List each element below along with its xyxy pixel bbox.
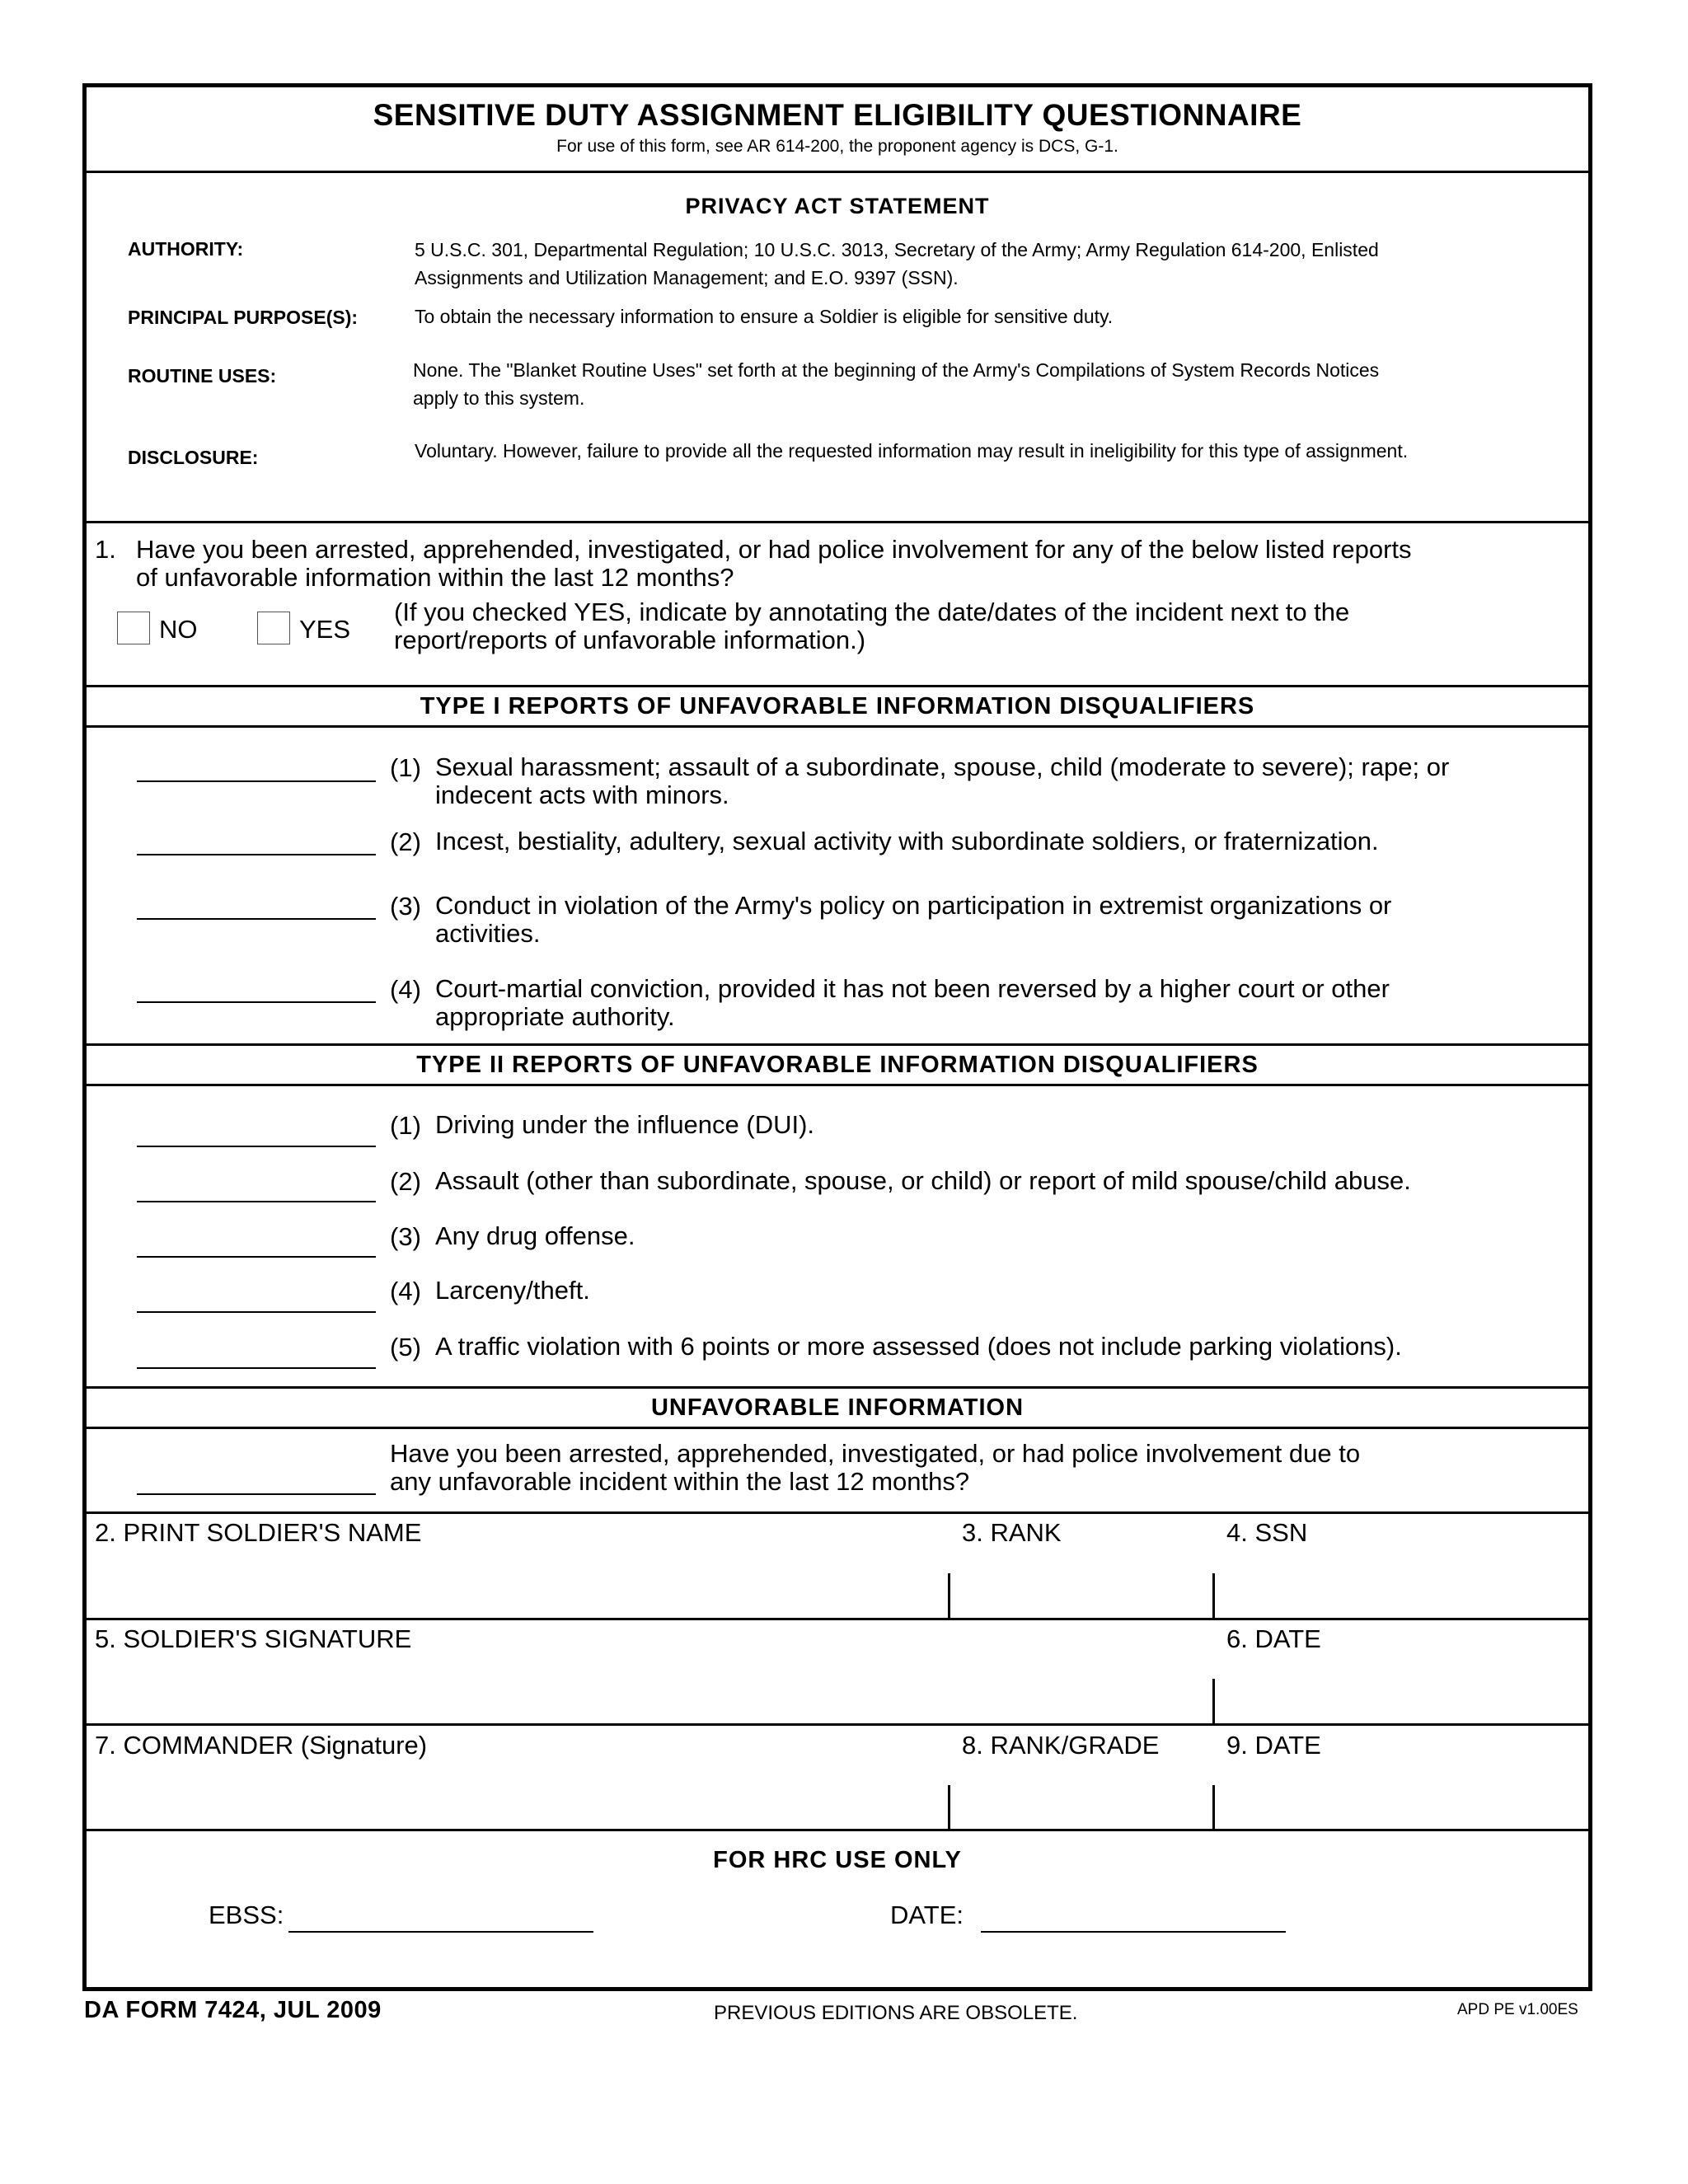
question-1-line2: of unfavorable information within the last 12 months? — [136, 563, 734, 592]
divider — [87, 1084, 1588, 1086]
question-1-line1: Have you been arrested, apprehended, investigated, or had police involvement for any of the below listed reports — [136, 535, 1412, 564]
type-1-item-4-line1: Court-martial conviction, provided it has not been reversed by a higher court or other — [435, 974, 1390, 1003]
unfavorable-line1: Have you been arrested, apprehended, investigated, or had police involvement due to — [390, 1439, 1361, 1468]
disclosure-text: Voluntary. However, failure to provide all the requested information may result in ineligibility for this type of assignment. — [415, 440, 1409, 462]
type-2-item-3-text: Any drug offense. — [435, 1221, 635, 1250]
type-1-item-1-line1: Sexual harassment; assault of a subordinate, spouse, child (moderate to severe); rape; or — [435, 752, 1450, 781]
type-1-item-1-date-field[interactable] — [137, 780, 376, 782]
type-2-item-3-number: (3) — [390, 1222, 421, 1251]
type-2-item-4-text: Larceny/theft. — [435, 1276, 590, 1305]
divider — [87, 1043, 1588, 1046]
unfavorable-heading: UNFAVORABLE INFORMATION — [650, 1394, 1025, 1421]
no-checkbox[interactable] — [117, 612, 150, 644]
privacy-act-heading: PRIVACY ACT STATEMENT — [685, 194, 990, 218]
date-6-field[interactable] — [1220, 1657, 1582, 1718]
yes-checkbox[interactable] — [257, 612, 290, 644]
date-6-label: 6. DATE — [1226, 1624, 1321, 1653]
soldier-name-field[interactable] — [91, 1550, 948, 1612]
type-2-item-5-number: (5) — [390, 1333, 421, 1361]
type-1-item-3-date-field[interactable] — [137, 918, 376, 920]
type-2-item-5-text: A traffic violation with 6 points or more assessed (does not include parking violations). — [435, 1332, 1402, 1361]
ssn-field[interactable] — [1220, 1550, 1582, 1612]
divider — [1212, 1679, 1215, 1724]
routine-uses-text-line1: None. The "Blanket Routine Uses" set forth at the beginning of the Army's Compilations of System Records Notices — [413, 359, 1380, 381]
soldier-signature-label: 5. SOLDIER'S SIGNATURE — [95, 1624, 412, 1653]
authority-label: AUTHORITY: — [128, 238, 244, 260]
type-2-item-5-date-field[interactable] — [137, 1367, 376, 1369]
disclosure-label: DISCLOSURE: — [128, 447, 259, 468]
ebss-field[interactable] — [288, 1931, 593, 1933]
divider — [87, 725, 1588, 728]
rank-grade-field[interactable] — [956, 1763, 1212, 1825]
form-subtitle: For use of this form, see AR 614-200, the proponent agency is DCS, G-1. — [556, 137, 1118, 156]
unfavorable-line2: any unfavorable incident within the last 12 months? — [390, 1467, 970, 1496]
rank-grade-label: 8. RANK/GRADE — [962, 1731, 1160, 1760]
type-1-item-4-date-field[interactable] — [137, 1001, 376, 1003]
type-1-item-1-number: (1) — [390, 753, 421, 782]
type-1-item-2-number: (2) — [390, 827, 421, 856]
divider — [1212, 1573, 1215, 1619]
type-1-item-2-date-field[interactable] — [137, 854, 376, 855]
unfavorable-date-field[interactable] — [137, 1493, 376, 1495]
routine-uses-label: ROUTINE USES: — [128, 365, 277, 387]
divider — [87, 1386, 1588, 1389]
type-2-item-2-number: (2) — [390, 1167, 421, 1196]
soldier-signature-field[interactable] — [91, 1657, 1203, 1718]
type-2-item-3-date-field[interactable] — [137, 1256, 376, 1258]
divider — [87, 1511, 1588, 1514]
type-2-item-4-number: (4) — [390, 1277, 421, 1305]
type-1-item-3-number: (3) — [390, 892, 421, 921]
type-2-item-2-date-field[interactable] — [137, 1201, 376, 1202]
divider — [948, 1573, 950, 1619]
type-2-item-1-text: Driving under the influence (DUI). — [435, 1110, 815, 1139]
form-title: SENSITIVE DUTY ASSIGNMENT ELIGIBILITY QUESTIONNAIRE — [373, 98, 1302, 132]
routine-uses-text-line2: apply to this system. — [413, 387, 585, 409]
type-2-item-1-date-field[interactable] — [137, 1146, 376, 1147]
date-9-field[interactable] — [1220, 1763, 1582, 1825]
rank-label: 3. RANK — [962, 1518, 1062, 1547]
version-label: APD PE v1.00ES — [1457, 2001, 1578, 2018]
divider — [87, 171, 1588, 173]
divider — [87, 1829, 1588, 1831]
type-2-heading: TYPE II REPORTS OF UNFAVORABLE INFORMATION DISQUALIFIERS — [416, 1052, 1259, 1078]
principal-purpose-text: To obtain the necessary information to ensure a Soldier is eligible for sensitive duty. — [415, 306, 1114, 327]
divider — [948, 1785, 950, 1830]
type-1-item-3-line2: activities. — [435, 919, 541, 948]
ebss-label: EBSS: — [209, 1900, 284, 1929]
type-1-item-2-line1: Incest, bestiality, adultery, sexual activity with subordinate soldiers, or fraternization. — [435, 827, 1379, 855]
commander-signature-label: 7. COMMANDER (Signature) — [95, 1731, 428, 1760]
principal-purpose-label: PRINCIPAL PURPOSE(S): — [128, 307, 359, 328]
hrc-heading: FOR HRC USE ONLY — [713, 1847, 962, 1873]
authority-text-line2: Assignments and Utilization Management; and E.O. 9397 (SSN). — [415, 267, 959, 288]
type-2-item-4-date-field[interactable] — [137, 1311, 376, 1313]
divider — [87, 1618, 1588, 1620]
hrc-date-label: DATE: — [890, 1900, 964, 1929]
type-1-item-1-line2: indecent acts with minors. — [435, 780, 729, 809]
divider — [87, 685, 1588, 687]
type-1-item-4-number: (4) — [390, 975, 421, 1004]
authority-text-line1: 5 U.S.C. 301, Departmental Regulation; 10 U.S.C. 3013, Secretary of the Army; Army Regulation 614-200, Enlisted — [415, 239, 1379, 260]
divider — [87, 1723, 1588, 1726]
commander-signature-field[interactable] — [91, 1763, 948, 1825]
yes-instruction-line1: (If you checked YES, indicate by annotating the date/dates of the incident next to the — [394, 598, 1350, 626]
type-1-item-3-line1: Conduct in violation of the Army's policy on participation in extremist organizations or — [435, 891, 1392, 920]
soldier-name-label: 2. PRINT SOLDIER'S NAME — [95, 1518, 422, 1547]
date-9-label: 9. DATE — [1226, 1731, 1321, 1760]
form-number: DA FORM 7424, JUL 2009 — [84, 1997, 382, 2023]
question-1-number: 1. — [95, 535, 116, 564]
yes-label: YES — [299, 615, 351, 644]
divider — [1212, 1785, 1215, 1830]
rank-field[interactable] — [956, 1550, 1212, 1612]
previous-editions-notice: PREVIOUS EDITIONS ARE OBSOLETE. — [714, 2002, 1078, 2024]
type-1-heading: TYPE I REPORTS OF UNFAVORABLE INFORMATION DISQUALIFIERS — [420, 693, 1255, 719]
no-label: NO — [159, 615, 198, 644]
type-2-item-2-text: Assault (other than subordinate, spouse, or child) or report of mild spouse/child abuse. — [435, 1166, 1411, 1195]
type-1-item-4-line2: appropriate authority. — [435, 1002, 675, 1031]
ssn-label: 4. SSN — [1226, 1518, 1308, 1547]
divider — [87, 1427, 1588, 1429]
form-container — [82, 83, 1592, 1991]
divider — [87, 521, 1588, 523]
hrc-date-field[interactable] — [981, 1931, 1286, 1933]
type-2-item-1-number: (1) — [390, 1111, 421, 1140]
yes-instruction-line2: report/reports of unfavorable information.) — [394, 626, 866, 654]
